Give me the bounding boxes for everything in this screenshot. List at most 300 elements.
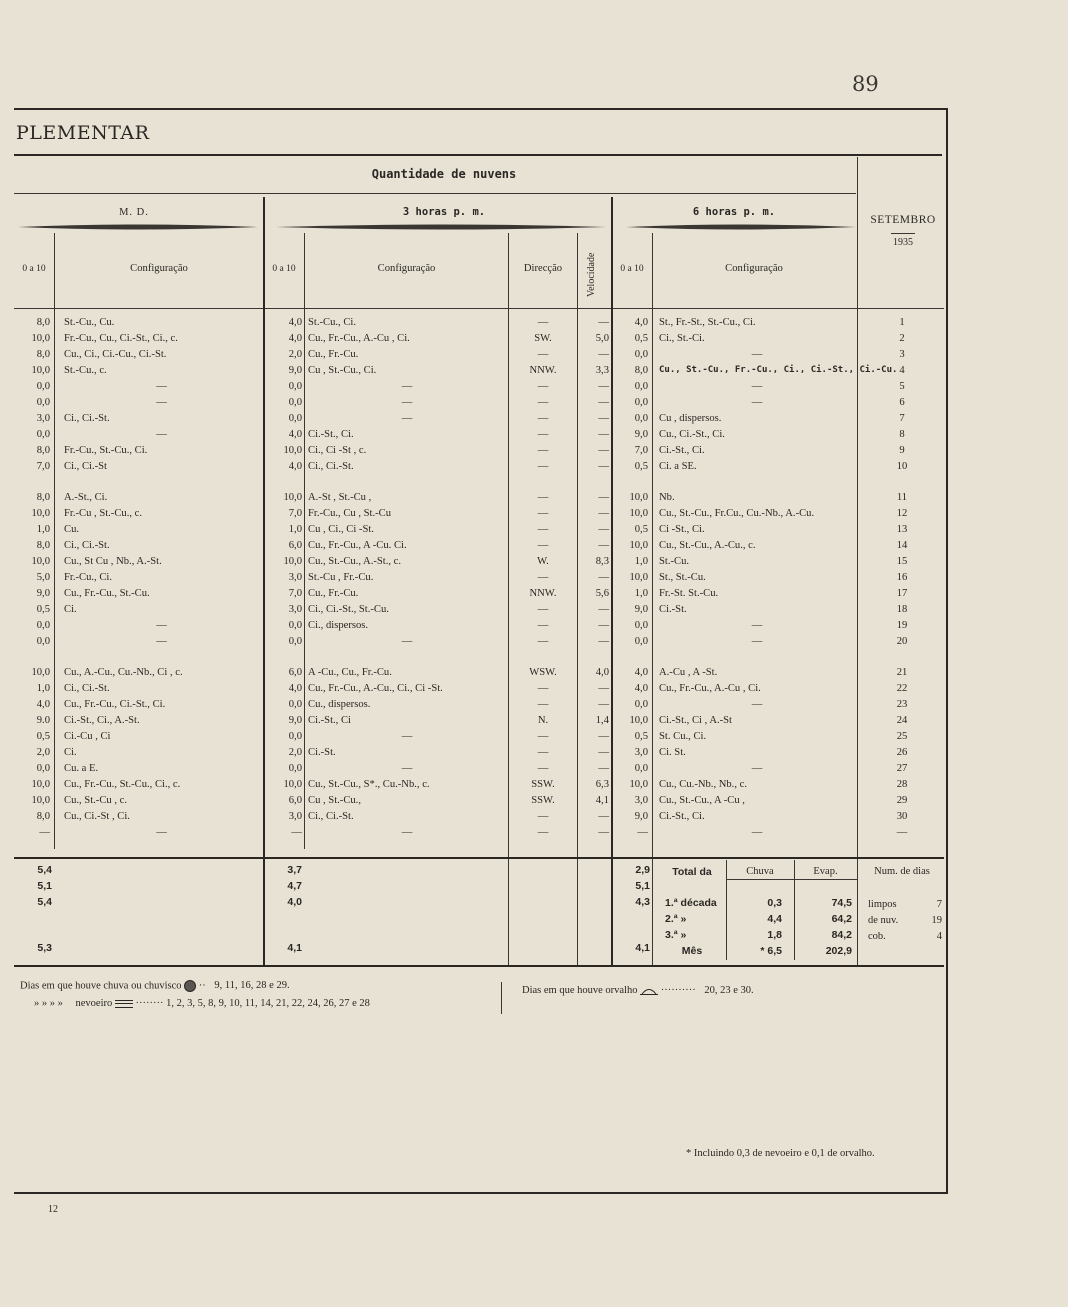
notes-divider bbox=[501, 982, 502, 1014]
cell-h3-q: 9,0 bbox=[288, 365, 302, 376]
table-row bbox=[14, 747, 944, 763]
cell-h3-q: 3,0 bbox=[288, 811, 302, 822]
table-row bbox=[14, 827, 944, 843]
cell-h6-q: 0,0 bbox=[634, 413, 648, 424]
cell-md-c: Ci., Ci.-St. bbox=[64, 540, 110, 551]
cell-h3-q: 0,0 bbox=[288, 397, 302, 408]
cell-md-c: Cu., A.-Cu., Cu.-Nb., Ci , c. bbox=[64, 667, 183, 678]
cell-h6-q: 0,5 bbox=[634, 524, 648, 535]
cell-h6-q: 0,0 bbox=[634, 397, 648, 408]
summary-chuva-value: * 6,5 bbox=[760, 945, 782, 957]
cell-md-c: St.-Cu., c. bbox=[64, 365, 107, 376]
cell-day: 6 bbox=[899, 397, 905, 408]
cell-h6-c: Ci -St., Ci. bbox=[659, 524, 705, 535]
cell-md-q: 5,0 bbox=[36, 572, 50, 583]
cell-vel: — bbox=[598, 492, 609, 503]
summary-chuva-value: 4,4 bbox=[767, 913, 782, 925]
cell-vel: — bbox=[598, 699, 609, 710]
cell-h6-q: 0,0 bbox=[634, 699, 648, 710]
cell-md-c: — bbox=[156, 620, 167, 631]
cell-h3-c: Cu., Fr.-Cu. bbox=[308, 588, 359, 599]
cell-vel: — bbox=[598, 620, 609, 631]
table-row bbox=[14, 492, 944, 508]
cell-day: 7 bbox=[899, 413, 905, 424]
table-row bbox=[14, 572, 944, 588]
cell-day: 28 bbox=[896, 779, 908, 790]
cell-h3-c: St.-Cu , Fr.-Cu. bbox=[308, 572, 374, 583]
header-month: SETEMBRO bbox=[870, 214, 936, 226]
cell-h6-c: — bbox=[751, 636, 763, 647]
cell-dir: — bbox=[537, 747, 549, 758]
cell-h6-c: St., St.-Cu. bbox=[659, 572, 706, 583]
cell-h6-c: — bbox=[751, 397, 763, 408]
cell-vel: 5,6 bbox=[595, 588, 609, 599]
cell-vel: — bbox=[598, 317, 609, 328]
year-rule bbox=[891, 233, 915, 234]
h6-ornament bbox=[626, 221, 856, 233]
table-row bbox=[14, 779, 944, 795]
cell-h3-c: — bbox=[401, 397, 413, 408]
summary-chuva-label: Chuva bbox=[746, 866, 774, 877]
cell-h6-q: 7,0 bbox=[634, 445, 648, 456]
rain-symbol-icon bbox=[184, 980, 196, 992]
cell-h3-q: 6,0 bbox=[288, 667, 302, 678]
cell-day: 24 bbox=[896, 715, 908, 726]
col-direction: Direcção bbox=[523, 263, 563, 274]
summary-period: 2.ª » bbox=[665, 913, 687, 925]
cell-vel: — bbox=[598, 683, 609, 694]
cell-dir: — bbox=[537, 811, 549, 822]
cell-md-q: 4,0 bbox=[36, 699, 50, 710]
header-md: M. D. bbox=[119, 207, 149, 218]
cell-md-c: A.-St., Ci. bbox=[64, 492, 108, 503]
cell-h3-c: — bbox=[401, 763, 413, 774]
cell-h6-c: St., Fr.-St., St.-Cu., Ci. bbox=[659, 317, 756, 328]
cell-h3-c: St.-Cu., Ci. bbox=[308, 317, 356, 328]
cell-vel: — bbox=[598, 349, 609, 360]
cell-h3-c: Cu , St.-Cu., Ci. bbox=[308, 365, 377, 376]
cell-h6-q: 1,0 bbox=[634, 556, 648, 567]
table-row bbox=[14, 540, 944, 556]
summary-3h-value: 4,7 bbox=[287, 880, 302, 892]
table-row bbox=[14, 461, 944, 477]
cell-h6-q: 0,0 bbox=[634, 620, 648, 631]
cell-day: 14 bbox=[896, 540, 908, 551]
cell-dir: — bbox=[537, 699, 549, 710]
page-title: PLEMENTAR bbox=[16, 122, 150, 144]
cell-day: 26 bbox=[896, 747, 908, 758]
table-row bbox=[14, 811, 944, 827]
note-orvalho-days: 20, 23 e 30. bbox=[704, 985, 754, 996]
cell-h3-q: 0,0 bbox=[288, 620, 302, 631]
note-chuva-dots: ·· bbox=[198, 980, 206, 992]
cell-h6-q: 8,0 bbox=[634, 365, 648, 376]
summary-days-label: limpos bbox=[868, 899, 897, 910]
summary-6h-value: 5,1 bbox=[635, 880, 650, 892]
sum-vline-b bbox=[794, 860, 795, 960]
cell-h6-q: 10,0 bbox=[629, 492, 648, 503]
cell-h6-q: 9,0 bbox=[634, 604, 648, 615]
cell-vel: — bbox=[598, 524, 609, 535]
summary-days-label: cob. bbox=[868, 931, 886, 942]
h3-ornament bbox=[276, 221, 606, 233]
cell-md-q: 10,0 bbox=[31, 333, 50, 344]
cell-md-c: Cu. bbox=[64, 524, 80, 535]
cell-dir: — bbox=[537, 572, 549, 583]
cell-md-c: Ci., Ci.-St. bbox=[64, 413, 110, 424]
cell-h3-q: 6,0 bbox=[288, 795, 302, 806]
cell-dir: WSW. bbox=[529, 667, 557, 678]
cell-h3-q: 0,0 bbox=[288, 381, 302, 392]
cell-h6-c: Fr.-St. St.-Cu. bbox=[659, 588, 719, 599]
cell-vel: — bbox=[598, 827, 609, 838]
cell-h3-c: A.-St , St.-Cu , bbox=[308, 492, 372, 503]
cell-dir: NNW. bbox=[529, 365, 557, 376]
cell-h6-c: Cu., St.-Cu., Fr.Cu., Cu.-Nb., A.-Cu. bbox=[659, 508, 815, 519]
header-3h: 3 horas p. m. bbox=[402, 206, 486, 218]
cell-md-c: Fr.-Cu., Cu., Ci.-St., Ci., c. bbox=[64, 333, 178, 344]
cell-h6-q: 0,5 bbox=[634, 461, 648, 472]
summary-6h-value: 2,9 bbox=[635, 864, 650, 876]
note-orvalho bbox=[522, 985, 754, 996]
cell-h3-c: Cu , Ci., Ci -St. bbox=[308, 524, 374, 535]
cell-h3-c: Cu., dispersos. bbox=[308, 699, 371, 710]
cell-h6-q: 3,0 bbox=[634, 747, 648, 758]
cell-h3-c: Cu., St.-Cu., A.-St., c. bbox=[308, 556, 402, 567]
cell-md-q: 10,0 bbox=[31, 779, 50, 790]
cell-vel: 5,0 bbox=[595, 333, 609, 344]
cell-h3-c: Ci., Ci.-St., St.-Cu. bbox=[308, 604, 389, 615]
table-row bbox=[14, 429, 944, 445]
cell-h6-c: — bbox=[751, 827, 763, 838]
summary-evap-value: 64,2 bbox=[831, 913, 852, 925]
cell-day: 17 bbox=[896, 588, 908, 599]
cell-dir: — bbox=[537, 636, 549, 647]
note-nevoeiro bbox=[34, 998, 370, 1009]
table-row bbox=[14, 349, 944, 365]
header-bottom-rule bbox=[14, 308, 944, 309]
summary-period: Mês bbox=[681, 945, 703, 957]
cell-h3-q: 4,0 bbox=[288, 461, 302, 472]
cell-dir: — bbox=[537, 731, 549, 742]
cell-h6-c: — bbox=[751, 699, 763, 710]
cell-h3-q: 10,0 bbox=[283, 556, 302, 567]
cell-h3-c: — bbox=[401, 381, 413, 392]
cell-dir: SSW. bbox=[531, 795, 555, 806]
cell-md-q: 8,0 bbox=[36, 445, 50, 456]
cell-md-c: Fr.-Cu , St.-Cu., c. bbox=[64, 508, 142, 519]
frame-bottom-rule bbox=[14, 1192, 948, 1194]
cell-md-c: Ci. bbox=[64, 747, 77, 758]
cell-h3-q: 3,0 bbox=[288, 572, 302, 583]
cell-day: 11 bbox=[896, 492, 908, 503]
cell-h3-c: — bbox=[401, 413, 413, 424]
cell-h3-q: 0,0 bbox=[288, 699, 302, 710]
cell-vel: 8,3 bbox=[595, 556, 609, 567]
cell-h3-q: 4,0 bbox=[288, 317, 302, 328]
cell-dir: — bbox=[537, 492, 549, 503]
cell-h6-c: Cu., Fr.-Cu., A.-Cu , Ci. bbox=[659, 683, 761, 694]
cell-dir: — bbox=[537, 381, 549, 392]
cell-vel: — bbox=[598, 763, 609, 774]
cell-md-q: 10,0 bbox=[31, 667, 50, 678]
cell-h3-c: Cu., Fr.-Cu., A.-Cu , Ci. bbox=[308, 333, 410, 344]
cell-md-c: Ci., Ci.-St bbox=[64, 461, 107, 472]
note-chuva-label: Dias em que houve chuva ou chuvisco bbox=[20, 980, 182, 992]
cell-h3-q: 1,0 bbox=[288, 524, 302, 535]
summary-evap-value: 74,5 bbox=[831, 897, 852, 909]
cell-h3-c: Fr.-Cu., Cu , St.-Cu bbox=[308, 508, 392, 519]
summary-num-dias-label: Num. de dias bbox=[874, 866, 930, 877]
cell-h6-c: Cu., St.-Cu., Fr.-Cu., Ci., Ci.-St., Ci.-Cu. bbox=[659, 365, 898, 375]
summary-chuva-value: 1,8 bbox=[767, 929, 782, 941]
summary-3h-value: 4,0 bbox=[287, 896, 302, 908]
cell-md-q: 8,0 bbox=[36, 349, 50, 360]
cell-h6-q: 0,5 bbox=[634, 333, 648, 344]
cell-h6-c: — bbox=[751, 763, 763, 774]
cell-h6-c: St. Cu., Ci. bbox=[659, 731, 707, 742]
cell-day: 9 bbox=[899, 445, 905, 456]
summary-chuva-value: 0,3 bbox=[767, 897, 782, 909]
cell-day: 13 bbox=[896, 524, 908, 535]
cell-h6-q: 9,0 bbox=[634, 811, 648, 822]
cell-h6-c: Cu., Cu.-Nb., Nb., c. bbox=[659, 779, 747, 790]
summary-md-value: 5,1 bbox=[37, 880, 52, 892]
cell-vel: — bbox=[598, 747, 609, 758]
cell-vel: — bbox=[598, 731, 609, 742]
cell-h6-c: Ci. St. bbox=[659, 747, 686, 758]
cell-h6-q: 4,0 bbox=[634, 667, 648, 678]
cell-md-c: Ci. bbox=[64, 604, 77, 615]
cell-vel: 6,3 bbox=[595, 779, 609, 790]
cell-h3-q: 2,0 bbox=[288, 747, 302, 758]
cell-dir: — bbox=[537, 683, 549, 694]
cell-md-q: 8,0 bbox=[36, 492, 50, 503]
col-6h-scale: 0 a 10 bbox=[620, 264, 644, 274]
cell-dir: — bbox=[537, 429, 549, 440]
cell-md-c: Cu., Fr.-Cu., St.-Cu. bbox=[64, 588, 150, 599]
cell-h6-c: Ci.-St., Ci. bbox=[659, 811, 705, 822]
cell-md-q: 8,0 bbox=[36, 317, 50, 328]
cell-md-c: Cu., Ci.-St , Ci. bbox=[64, 811, 130, 822]
cell-h6-q: 10,0 bbox=[629, 572, 648, 583]
header-6h: 6 horas p. m. bbox=[692, 206, 776, 218]
cell-h6-c: Ci. a SE. bbox=[659, 461, 697, 472]
cell-md-q: 0,0 bbox=[36, 636, 50, 647]
cell-dir: — bbox=[537, 508, 549, 519]
cell-h6-c: Ci.-St. bbox=[659, 604, 687, 615]
note-chuva-days: 9, 11, 16, 28 e 29. bbox=[214, 980, 290, 992]
summary-evap-label: Evap. bbox=[813, 866, 838, 877]
cell-dir: — bbox=[537, 413, 549, 424]
summary-days-value: 7 bbox=[936, 899, 942, 910]
cell-md-q: 0,5 bbox=[36, 604, 50, 615]
cell-md-q: 0,5 bbox=[36, 731, 50, 742]
table-row bbox=[14, 445, 944, 461]
cell-dir: — bbox=[537, 604, 549, 615]
cell-h6-q: 4,0 bbox=[634, 317, 648, 328]
header-year: 1935 bbox=[893, 237, 913, 248]
fog-symbol-icon bbox=[115, 1000, 133, 1008]
cell-md-q: 9.0 bbox=[36, 715, 50, 726]
cell-h3-c: Cu., Fr.-Cu. bbox=[308, 349, 359, 360]
cell-h6-q: 0,0 bbox=[634, 381, 648, 392]
cell-h3-c: Cu., St.-Cu., S*., Cu.-Nb., c. bbox=[308, 779, 430, 790]
sum-vline-a bbox=[726, 860, 727, 960]
cell-dir: — bbox=[537, 827, 549, 838]
summary-6h-value: 4,3 bbox=[635, 896, 650, 908]
summary-days-label: de nuv. bbox=[868, 915, 899, 926]
cell-h3-q: 4,0 bbox=[288, 683, 302, 694]
cell-h3-c: Ci., Ci.-St. bbox=[308, 811, 354, 822]
cell-dir: — bbox=[537, 461, 549, 472]
cell-day: 2 bbox=[899, 333, 905, 344]
summary-top-rule bbox=[14, 857, 944, 859]
cell-md-c: Ci.-St., Ci., A.-St. bbox=[64, 715, 140, 726]
col-6h-config: Configuração bbox=[725, 263, 783, 274]
cell-dir: SSW. bbox=[531, 779, 555, 790]
table-row bbox=[14, 508, 944, 524]
cell-md-q: 8,0 bbox=[36, 540, 50, 551]
summary-md-value: 5,4 bbox=[37, 896, 52, 908]
cell-h6-c: — bbox=[751, 620, 763, 631]
cell-h3-q: 10,0 bbox=[283, 779, 302, 790]
dew-symbol-icon bbox=[640, 987, 658, 995]
summary-days-value: 19 bbox=[931, 915, 942, 926]
cell-md-q: 1,0 bbox=[36, 524, 50, 535]
cell-md-c: Fr.-Cu., Ci. bbox=[64, 572, 112, 583]
col-md-scale: 0 a 10 bbox=[22, 264, 46, 274]
header-rule-1 bbox=[14, 193, 856, 194]
cell-h3-q: 7,0 bbox=[288, 508, 302, 519]
cell-vel: — bbox=[598, 429, 609, 440]
cell-vel: — bbox=[598, 397, 609, 408]
table-row bbox=[14, 413, 944, 429]
col-md-config: Configuração bbox=[130, 263, 188, 274]
cell-md-q: 8,0 bbox=[36, 811, 50, 822]
cell-md-c: Cu., St Cu , Nb., A.-St. bbox=[64, 556, 162, 567]
cell-dir: — bbox=[537, 540, 549, 551]
cell-dir: — bbox=[537, 763, 549, 774]
table-row bbox=[14, 317, 944, 333]
cell-md-q: 10,0 bbox=[31, 795, 50, 806]
cell-h6-c: Nb. bbox=[659, 492, 675, 503]
cell-day: 16 bbox=[896, 572, 908, 583]
cell-md-q: 10,0 bbox=[31, 365, 50, 376]
cell-h3-q: 9,0 bbox=[288, 715, 302, 726]
sum-hline bbox=[726, 879, 857, 880]
cell-dir: — bbox=[537, 317, 549, 328]
summary-3h-value: 4,1 bbox=[287, 942, 302, 954]
table-row bbox=[14, 588, 944, 604]
note-orvalho-label: Dias em que houve orvalho bbox=[522, 985, 638, 996]
summary-days-value: 4 bbox=[936, 931, 942, 942]
cell-day: 4 bbox=[899, 365, 905, 376]
table-row bbox=[14, 333, 944, 349]
cell-dir: — bbox=[537, 349, 549, 360]
table-row bbox=[14, 524, 944, 540]
cell-vel: 1,4 bbox=[595, 715, 609, 726]
cell-h3-q: 10,0 bbox=[283, 445, 302, 456]
footnote: * Incluindo 0,3 de nevoeiro e 0,1 de orvalho. bbox=[686, 1148, 875, 1159]
cell-vel: — bbox=[598, 572, 609, 583]
cell-h3-q: 4,0 bbox=[288, 429, 302, 440]
cell-dir: SW. bbox=[534, 333, 552, 344]
cell-md-q: 10,0 bbox=[31, 556, 50, 567]
table-row bbox=[14, 397, 944, 413]
cell-md-c: Ci., Ci.-St. bbox=[64, 683, 110, 694]
title-rule bbox=[14, 154, 942, 156]
cell-h6-c: Cu., Ci.-St., Ci. bbox=[659, 429, 725, 440]
cell-h6-q: 10,0 bbox=[629, 715, 648, 726]
cell-h6-q: 3,0 bbox=[634, 795, 648, 806]
cell-md-c: Cu., Ci., Ci.-Cu., Ci.-St. bbox=[64, 349, 167, 360]
summary-evap-value: 84,2 bbox=[831, 929, 852, 941]
cell-h3-c: A -Cu., Cu., Fr.-Cu. bbox=[308, 667, 392, 678]
cell-md-c: — bbox=[156, 397, 167, 408]
table-row bbox=[14, 365, 944, 381]
cell-day: 23 bbox=[896, 699, 908, 710]
cell-day: 27 bbox=[896, 763, 908, 774]
summary-6h-value: 4,1 bbox=[635, 942, 650, 954]
cell-vel: — bbox=[598, 381, 609, 392]
cell-h3-c: — bbox=[401, 636, 413, 647]
summary-period: 1.ª década bbox=[665, 897, 717, 909]
col-velocity: Velocidade bbox=[586, 252, 597, 297]
cell-h6-c: Ci.-St., Ci , A.-St bbox=[659, 715, 732, 726]
cell-md-q: 10,0 bbox=[31, 508, 50, 519]
cell-vel: — bbox=[598, 540, 609, 551]
header-main: Quantidade de nuvens bbox=[371, 167, 517, 181]
table-row bbox=[14, 667, 944, 683]
cell-h3-q: 0,0 bbox=[288, 731, 302, 742]
cell-day: 21 bbox=[896, 667, 908, 678]
cell-dir: N. bbox=[537, 715, 549, 726]
cell-h3-c: Cu., Fr.-Cu., A -Cu. Ci. bbox=[308, 540, 407, 551]
cell-md-q: 3,0 bbox=[36, 413, 50, 424]
table-row bbox=[14, 699, 944, 715]
note-nevoeiro-dots: ········ bbox=[135, 998, 164, 1009]
cell-md-c: — bbox=[156, 636, 167, 647]
cell-vel: — bbox=[598, 445, 609, 456]
cell-md-c: Ci.-Cu , Ci bbox=[64, 731, 111, 742]
cell-vel: 4,0 bbox=[595, 667, 609, 678]
cell-md-c: Cu., Fr.-Cu., St.-Cu., Ci., c. bbox=[64, 779, 181, 790]
cell-dir: W. bbox=[537, 556, 549, 567]
cell-vel: 3,3 bbox=[595, 365, 609, 376]
cell-md-q: 0,0 bbox=[36, 429, 50, 440]
cell-h3-c: Ci., dispersos. bbox=[308, 620, 369, 631]
cell-md-q: — bbox=[39, 827, 50, 838]
cell-md-q: 0,0 bbox=[36, 763, 50, 774]
cell-dir: — bbox=[537, 620, 549, 631]
note-nevoeiro-label: nevoeiro bbox=[75, 998, 113, 1009]
cell-h3-q: 10,0 bbox=[283, 492, 302, 503]
table-row bbox=[14, 683, 944, 699]
cell-h3-c: Cu., Fr.-Cu., A.-Cu., Ci., Ci -St. bbox=[308, 683, 443, 694]
cell-h6-c: Cu , dispersos. bbox=[659, 413, 722, 424]
cell-h3-c: — bbox=[401, 827, 413, 838]
cell-vel: — bbox=[598, 413, 609, 424]
cell-h6-c: A.-Cu , A -St. bbox=[659, 667, 718, 678]
cell-day: 12 bbox=[896, 508, 908, 519]
cell-md-c: — bbox=[156, 429, 167, 440]
cell-day: 1 bbox=[899, 317, 905, 328]
cell-h6-c: Ci.-St., Ci. bbox=[659, 445, 705, 456]
frame-top-rule bbox=[14, 108, 948, 110]
cell-md-q: 0,0 bbox=[36, 397, 50, 408]
col-3h-config: Configuração bbox=[377, 263, 436, 274]
